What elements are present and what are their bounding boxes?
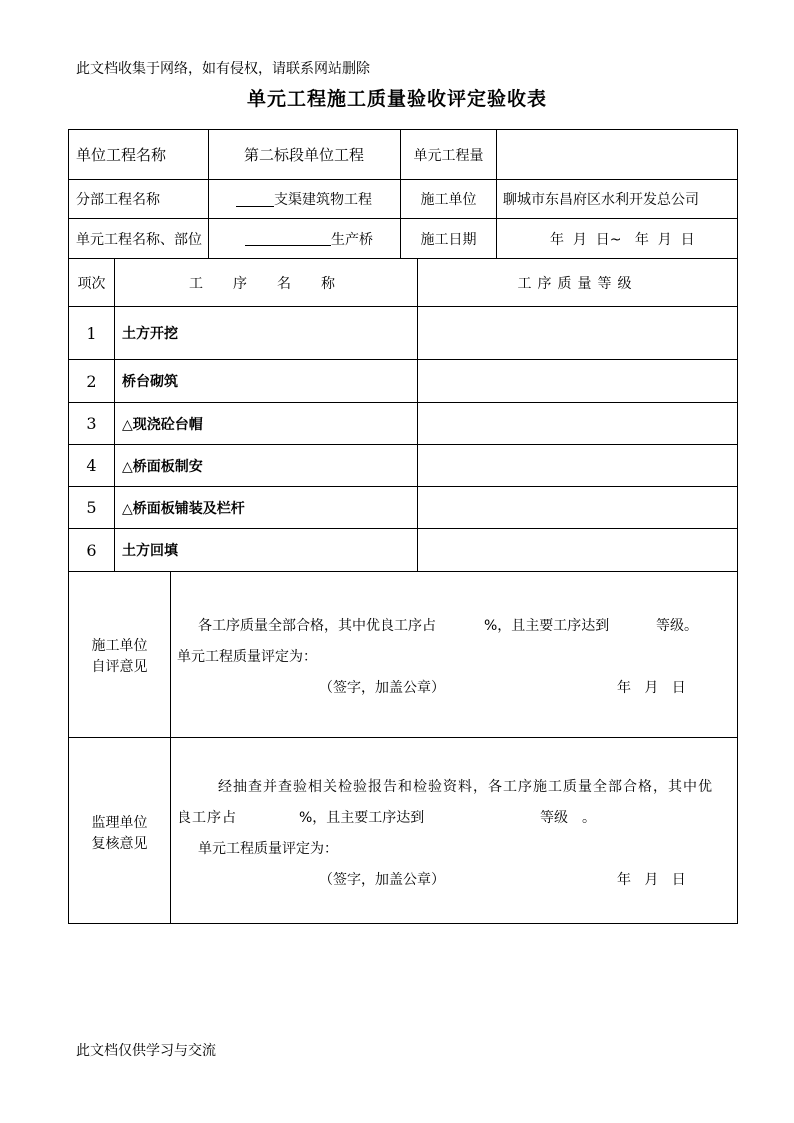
row-name: 土方开挖 bbox=[122, 326, 178, 342]
row-index: 5 bbox=[86, 498, 97, 517]
supervisor-eval-text-line1: 经抽查并查验相关检验报告和检验资料，各工序施工质量全部合格，其中优 bbox=[218, 779, 713, 795]
row-grade bbox=[424, 445, 734, 486]
col-index-header: 项次 bbox=[77, 275, 106, 292]
self-eval-label-line1: 施工单位 bbox=[91, 638, 148, 654]
footer-note: 此文档仅供学习与交流 bbox=[76, 1043, 216, 1059]
self-eval-rating-line: 单元工程质量评定为： bbox=[177, 649, 317, 665]
row-index: 6 bbox=[86, 540, 97, 560]
row-name: △桥面板铺装及栏杆 bbox=[122, 500, 245, 517]
row-name: 土方回填 bbox=[122, 543, 178, 559]
row-grade bbox=[424, 307, 734, 359]
blank-underline bbox=[245, 231, 331, 246]
row-index: 3 bbox=[86, 414, 97, 433]
row-name: △现浇砼台帽 bbox=[122, 416, 203, 433]
unit-quantity-value bbox=[502, 130, 732, 179]
date-value: 年 月 日~ 年 月 日 bbox=[550, 231, 695, 248]
sub-project-label: 分部工程名称 bbox=[76, 192, 160, 208]
row-grade bbox=[424, 403, 734, 444]
supervisor-eval-label-line1: 监理单位 bbox=[91, 815, 148, 831]
blank-underline bbox=[236, 192, 274, 207]
col-name-header: 工 序 名 称 bbox=[189, 275, 343, 292]
row-grade bbox=[424, 529, 734, 571]
supervisor-eval-rating-line: 单元工程质量评定为： bbox=[198, 841, 338, 857]
row-index: 1 bbox=[86, 323, 97, 343]
header-note: 此文档收集于网络，如有侵权，请联系网站删除 bbox=[76, 61, 370, 77]
self-eval-text-part1: 各工序质量全部合格，其中优良工序占 bbox=[198, 618, 436, 634]
row-index: 2 bbox=[86, 371, 97, 391]
unit-quantity-label: 单元工程量 bbox=[413, 147, 484, 164]
supervisor-eval-date: 年 月 日 bbox=[617, 872, 686, 888]
element-field bbox=[245, 219, 398, 258]
row-name: 桥台砌筑 bbox=[122, 374, 178, 390]
self-eval-text-part3: 等级。 bbox=[656, 618, 698, 634]
row-index: 4 bbox=[86, 456, 97, 475]
supervisor-eval-text-line2c: 等级 。 bbox=[540, 810, 596, 826]
row-grade bbox=[424, 360, 734, 402]
unit-project-value: 第二标段单位工程 bbox=[243, 146, 364, 164]
self-eval-label-line2: 自评意见 bbox=[91, 659, 148, 675]
self-eval-text-part2: %，且主要工序达到 bbox=[484, 618, 610, 634]
sub-project-value: 支渠建筑物工程 bbox=[274, 192, 372, 208]
row-grade bbox=[424, 487, 734, 528]
element-label: 单元工程名称、部位 bbox=[76, 231, 202, 248]
supervisor-eval-text-line2b: %，且主要工序达到 bbox=[299, 810, 425, 826]
supervisor-eval-sign: （签字，加盖公章） bbox=[319, 872, 445, 888]
sub-project-field bbox=[236, 180, 398, 218]
unit-project-label: 单位工程名称 bbox=[76, 146, 167, 164]
element-value: 生产桥 bbox=[331, 231, 373, 248]
supervisor-eval-label-line2: 复核意见 bbox=[91, 836, 148, 852]
contractor-value: 聊城市东昌府区水利开发总公司 bbox=[503, 192, 699, 208]
row-name: △桥面板制安 bbox=[122, 458, 203, 475]
col-grade-header: 工序质量等级 bbox=[517, 275, 638, 292]
page-title: 单元工程施工质量验收评定验收表 bbox=[246, 88, 547, 110]
self-eval-sign: （签字，加盖公章） bbox=[319, 680, 445, 696]
contractor-label: 施工单位 bbox=[420, 192, 477, 208]
date-label: 施工日期 bbox=[420, 231, 477, 248]
supervisor-eval-text-line2a: 良工序占 bbox=[177, 810, 237, 826]
self-eval-date: 年 月 日 bbox=[617, 680, 686, 696]
